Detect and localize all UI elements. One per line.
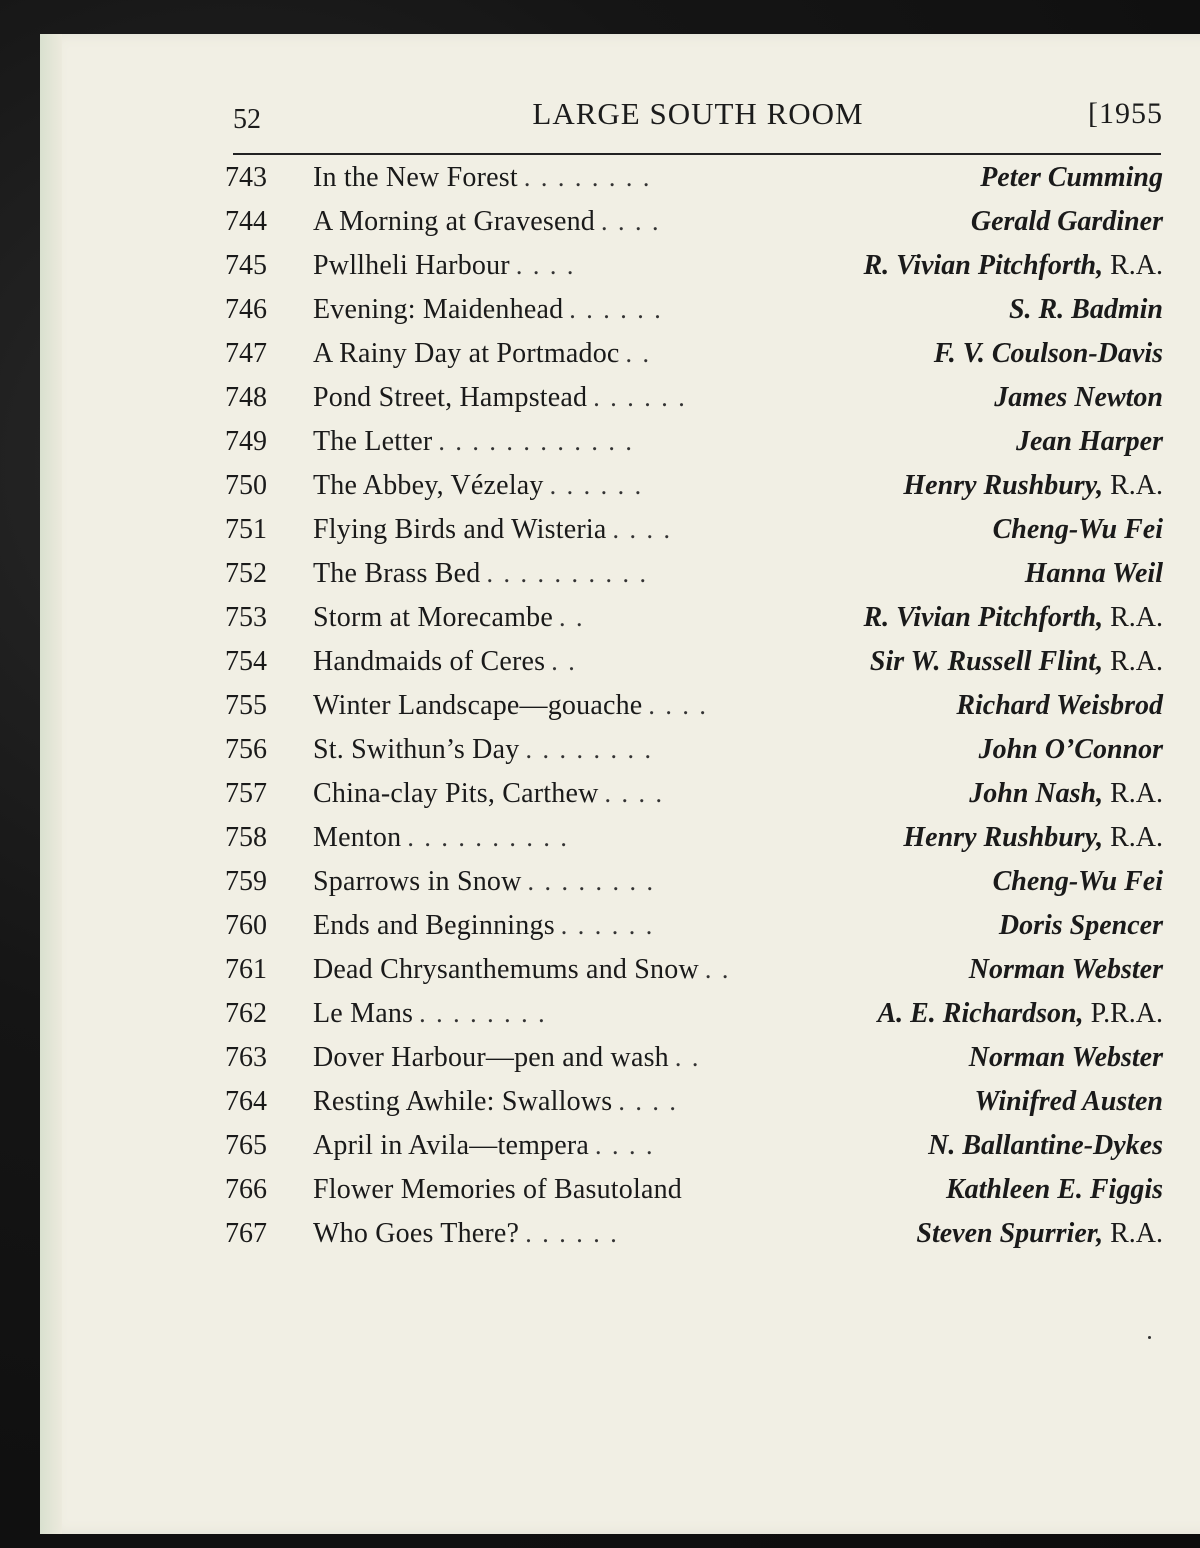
entry-number: 762 <box>225 998 267 1029</box>
dot-leader: . . <box>674 1043 701 1072</box>
catalogue-entry <box>225 954 1163 998</box>
entry-title: Storm at Morecambe <box>313 602 553 633</box>
entry-artist <box>980 162 1163 194</box>
catalogue-entry <box>225 866 1163 910</box>
catalogue-entry <box>225 338 1163 382</box>
entry-number: 755 <box>225 690 267 721</box>
entry-artist <box>903 470 1163 502</box>
catalogue-entry <box>225 558 1163 602</box>
entry-number: 766 <box>225 1174 267 1205</box>
entry-title: A Rainy Day at Portmadoc <box>313 338 620 369</box>
entry-artist <box>971 206 1163 238</box>
artist-name: Norman Webster <box>968 954 1163 985</box>
entry-title: The Letter <box>313 426 433 457</box>
entry-number: 746 <box>225 294 267 325</box>
artist-honours: R.A. <box>1103 778 1163 809</box>
entry-number: 760 <box>225 910 267 941</box>
catalogue-entry <box>225 1042 1163 1086</box>
artist-name: Henry Rushbury, <box>903 470 1104 501</box>
entry-title: Ends and Beginnings <box>313 910 555 941</box>
entry-number: 745 <box>225 250 267 281</box>
catalogue-entry <box>225 1130 1163 1174</box>
entry-artist <box>993 514 1163 546</box>
catalogue-entry <box>225 1218 1163 1262</box>
entry-number: 761 <box>225 954 267 985</box>
entry-title: April in Avila—tempera <box>313 1130 590 1161</box>
entry-title: Menton <box>313 822 402 853</box>
catalogue-entry <box>225 734 1163 778</box>
entry-artist <box>877 998 1163 1030</box>
entry-artist <box>969 954 1163 986</box>
artist-name: S. R. Badmin <box>1008 294 1163 325</box>
artist-name: Richard Weisbrod <box>956 690 1163 721</box>
artist-name: F. V. Coulson-Davis <box>933 338 1163 369</box>
catalogue-entry <box>225 470 1163 514</box>
entry-title: The Brass Bed <box>313 558 481 589</box>
artist-name: Steven Spurrier, <box>916 1218 1104 1249</box>
artist-name: A. E. Richardson, <box>877 998 1084 1029</box>
entry-title: A Morning at Gravesend <box>313 206 596 237</box>
artist-honours: P.R.A. <box>1083 998 1163 1029</box>
entry-artist <box>956 690 1163 722</box>
artist-name: R. Vivian Pitchforth, <box>863 602 1104 633</box>
entry-number: 743 <box>225 162 267 193</box>
catalogue-entry <box>225 646 1163 690</box>
entry-artist <box>870 646 1163 678</box>
year-label: [1955 <box>1088 97 1163 130</box>
dot-leader: . . . . . . . . . . . . <box>438 427 634 456</box>
artist-name: John O’Connor <box>978 734 1163 765</box>
dot-leader: . . . . . . . . <box>523 163 652 192</box>
catalogue-entry <box>225 250 1163 294</box>
entry-title: Pwllheli Harbour <box>313 250 510 281</box>
running-header <box>233 96 1163 140</box>
dot-leader: . . . . . . <box>593 383 687 412</box>
entry-title: Flower Memories of Basutoland <box>313 1174 682 1205</box>
entry-title: China-clay Pits, Carthew <box>313 778 599 809</box>
artist-name: Norman Webster <box>968 1042 1163 1073</box>
entry-artist <box>969 1042 1163 1074</box>
catalogue-entry <box>225 206 1163 250</box>
dot-leader: . . . . <box>618 1087 678 1116</box>
entry-title: Flying Birds and Wisteria <box>313 514 607 545</box>
entry-artist <box>916 1218 1163 1250</box>
catalogue-entry <box>225 382 1163 426</box>
entry-title: Dover Harbour—pen and wash <box>313 1042 669 1073</box>
dot-leader: . . . . <box>595 1131 655 1160</box>
dot-leader: . . . . . . . . <box>525 735 653 764</box>
entry-number: 750 <box>225 470 267 501</box>
entry-title: Handmaids of Ceres <box>313 646 546 677</box>
artist-name: John Nash, <box>969 778 1104 809</box>
entry-title: Le Mans <box>313 998 414 1029</box>
entry-number: 765 <box>225 1130 267 1161</box>
page-number: 52 <box>233 104 261 135</box>
artist-name: Hanna Weil <box>1024 558 1163 589</box>
catalogue-entry <box>225 998 1163 1042</box>
entry-number: 764 <box>225 1086 267 1117</box>
catalogue-entry <box>225 1174 1163 1218</box>
room-title: LARGE SOUTH ROOM <box>532 96 864 131</box>
entry-artist <box>903 822 1163 854</box>
dot-leader: . . . . . . <box>525 1219 619 1248</box>
entry-number: 749 <box>225 426 267 457</box>
entry-artist <box>994 382 1163 414</box>
entry-title: In the New Forest <box>313 162 518 193</box>
entry-artist <box>946 1174 1163 1206</box>
print-speck <box>1148 1336 1151 1339</box>
dot-leader: . . . . . . <box>560 911 655 940</box>
artist-name: Henry Rushbury, <box>903 822 1104 853</box>
entry-artist <box>1016 426 1163 458</box>
entry-number: 752 <box>225 558 267 589</box>
dot-leader: . . . . . . . . <box>419 999 547 1028</box>
entry-number: 744 <box>225 206 267 237</box>
artist-name: Cheng-Wu Fei <box>992 866 1163 897</box>
dot-leader: . . <box>704 955 731 984</box>
artist-name: Gerald Gardiner <box>970 206 1163 237</box>
entry-title: Resting Awhile: Swallows <box>313 1086 613 1117</box>
artist-honours: R.A. <box>1103 250 1163 281</box>
entry-artist <box>979 734 1163 766</box>
dot-leader: . . <box>551 647 577 676</box>
entry-number: 758 <box>225 822 267 853</box>
dot-leader: . . . . <box>515 251 576 280</box>
entry-title: Dead Chrysanthemums and Snow <box>313 954 699 985</box>
artist-honours: R.A. <box>1103 646 1163 677</box>
entry-number: 767 <box>225 1218 267 1249</box>
artist-name: N. Ballantine-Dykes <box>928 1130 1163 1161</box>
artist-honours: R.A. <box>1103 822 1163 853</box>
entry-artist <box>974 1086 1163 1118</box>
dot-leader: . . . . . . <box>549 471 644 500</box>
entry-number: 763 <box>225 1042 267 1073</box>
entry-number: 757 <box>225 778 267 809</box>
entry-number: 759 <box>225 866 267 897</box>
dot-leader: . . <box>558 603 585 632</box>
entry-artist <box>863 250 1163 282</box>
catalogue-entry <box>225 514 1163 558</box>
catalogue-entry <box>225 690 1163 734</box>
header-rule <box>233 153 1161 155</box>
catalogue-list <box>225 162 1163 1262</box>
catalogue-entry <box>225 778 1163 822</box>
entry-artist <box>993 866 1163 898</box>
entry-number: 756 <box>225 734 267 765</box>
entry-number: 754 <box>225 646 267 677</box>
dot-leader: . . . . <box>612 515 672 544</box>
entry-number: 748 <box>225 382 267 413</box>
dot-leader: . . <box>625 339 652 368</box>
artist-name: Winifred Austen <box>974 1086 1163 1117</box>
catalogue-entry <box>225 822 1163 866</box>
entry-title: Pond Street, Hampstead <box>313 382 588 413</box>
artist-name: Jean Harper <box>1016 426 1163 457</box>
entry-artist <box>863 602 1163 634</box>
catalogue-entry <box>225 602 1163 646</box>
entry-title: Who Goes There? <box>313 1218 520 1249</box>
artist-name: Cheng-Wu Fei <box>992 514 1163 545</box>
entry-artist <box>1025 558 1163 590</box>
artist-honours: R.A. <box>1103 602 1163 633</box>
catalogue-entry <box>225 294 1163 338</box>
entry-title: The Abbey, Vézelay <box>313 470 544 501</box>
entry-title: Winter Landscape—gouache <box>313 690 643 721</box>
dot-leader: . . . . . . <box>569 295 663 324</box>
entry-title: Sparrows in Snow <box>313 866 522 897</box>
entry-title: Evening: Maidenhead <box>313 294 564 325</box>
dot-leader: . . . . <box>601 207 661 236</box>
dot-leader: . . . . . . . . . . <box>486 559 648 588</box>
entry-number: 753 <box>225 602 267 633</box>
entry-number: 751 <box>225 514 267 545</box>
artist-name: Peter Cumming <box>980 162 1163 193</box>
page-edge <box>40 34 62 1534</box>
artist-name: Kathleen E. Figgis <box>945 1174 1163 1205</box>
artist-name: Sir W. Russell Flint, <box>869 646 1104 677</box>
dot-leader: . . . . <box>648 691 708 720</box>
entry-artist <box>969 778 1163 810</box>
dot-leader: . . . . . . . . <box>527 867 656 896</box>
catalogue-entry <box>225 162 1163 206</box>
artist-name: James Newton <box>994 382 1163 413</box>
catalogue-entry <box>225 910 1163 954</box>
dot-leader: . . . . <box>604 779 665 808</box>
dot-leader: . . . . . . . . . . <box>407 823 569 852</box>
entry-artist <box>1009 294 1163 326</box>
entry-title: St. Swithun’s Day <box>313 734 520 765</box>
artist-name: R. Vivian Pitchforth, <box>863 250 1104 281</box>
artist-name: Doris Spencer <box>998 910 1163 941</box>
entry-artist <box>928 1130 1163 1162</box>
artist-honours: R.A. <box>1103 1218 1163 1249</box>
catalogue-entry <box>225 1086 1163 1130</box>
entry-artist <box>934 338 1163 370</box>
artist-honours: R.A. <box>1103 470 1163 501</box>
entry-artist <box>999 910 1163 942</box>
catalogue-entry <box>225 426 1163 470</box>
entry-number: 747 <box>225 338 267 369</box>
